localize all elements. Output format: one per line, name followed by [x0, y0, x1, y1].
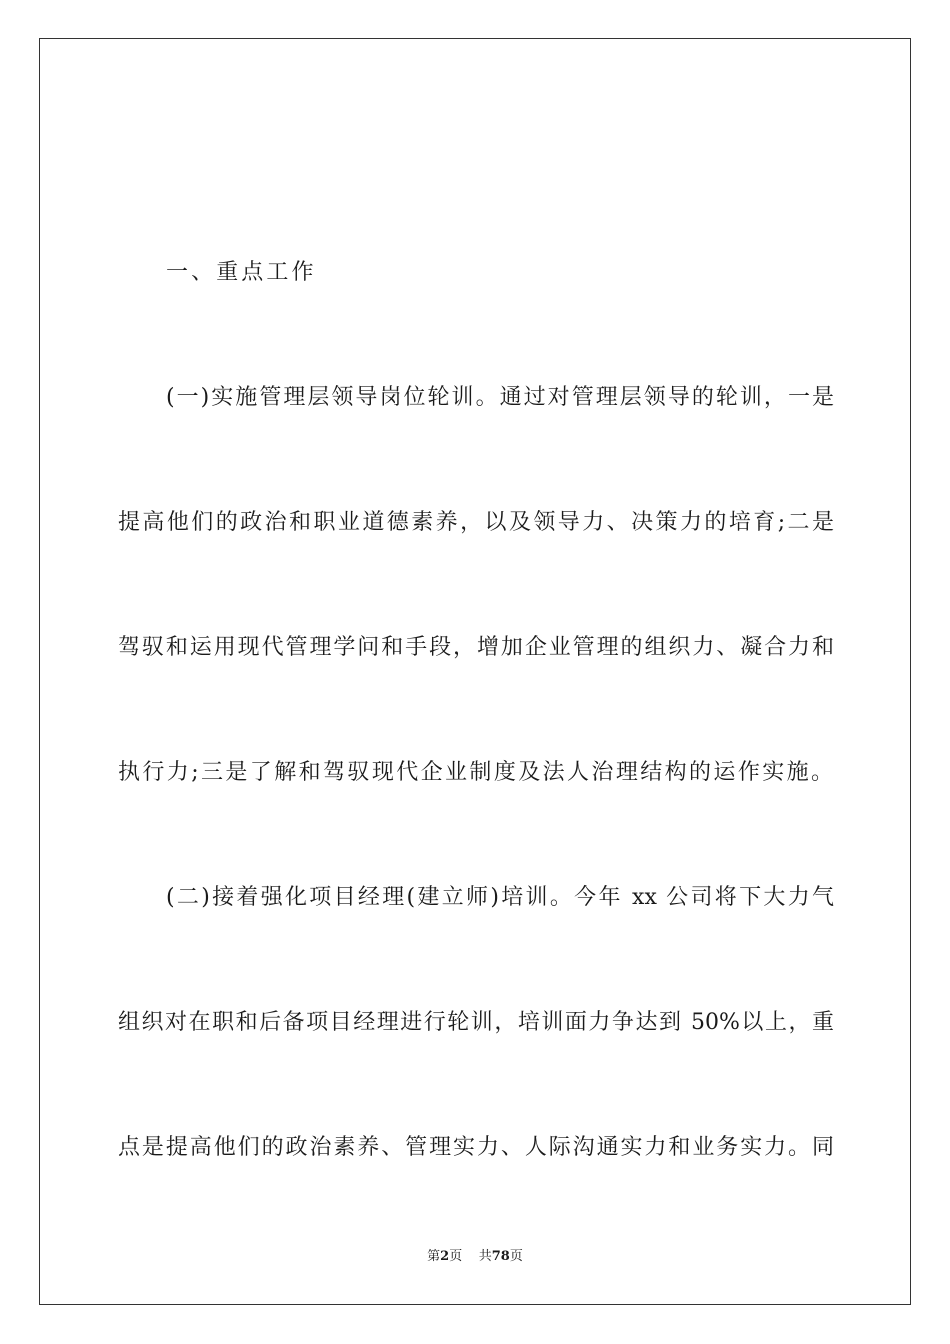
- footer-middle: 页 共: [449, 1249, 492, 1264]
- section-heading: 一、重点工作: [166, 260, 317, 285]
- paragraph-line: (一)实施管理层领导岗位轮训。通过对管理层领导的轮训，一是: [166, 385, 834, 410]
- paragraph-line: 驾驭和运用现代管理学问和手段，增加企业管理的组织力、凝合力和: [118, 635, 834, 660]
- paragraph-line: 点是提高他们的政治素养、管理实力、人际沟通实力和业务实力。同: [118, 1135, 834, 1160]
- paragraph-line: (二)接着强化项目经理(建立师)培训。今年 xx 公司将下大力气: [166, 885, 834, 910]
- footer-prefix: 第: [427, 1249, 441, 1264]
- paragraph-line: 组织对在职和后备项目经理进行轮训，培训面力争达到 50%以上，重: [118, 1010, 834, 1035]
- page-border: [39, 38, 911, 1305]
- footer-suffix: 页: [509, 1249, 523, 1264]
- paragraph-line: 执行力;三是了解和驾驭现代企业制度及法人治理结构的运作实施。: [118, 760, 836, 785]
- current-page-number: 2: [440, 1249, 450, 1264]
- total-page-count: 78: [491, 1249, 510, 1264]
- page-footer: [0, 1248, 950, 1266]
- paragraph-line: 提高他们的政治和职业道德素养，以及领导力、决策力的培育;二是: [118, 510, 834, 535]
